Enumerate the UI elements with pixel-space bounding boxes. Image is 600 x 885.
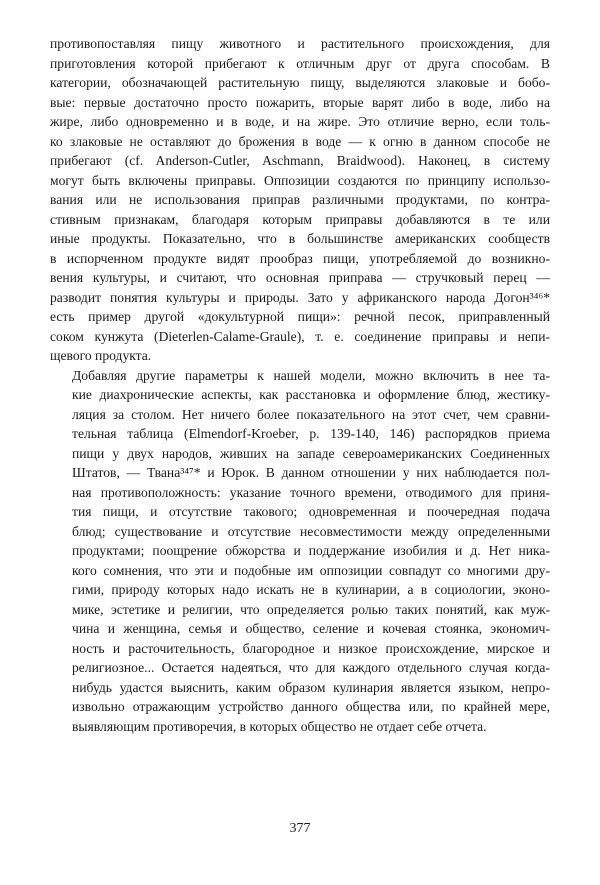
text-line: могут быть включены приправы. Оппозиции создаются по принципу использо- bbox=[50, 172, 550, 188]
text-line: Штатов, — Твана³⁴⁷* и Юрок. В данном отношении у них наблюдается пол- bbox=[72, 465, 550, 480]
text-line: блюд; существование и отсутствие несовместимости между определенными bbox=[72, 523, 550, 539]
text-line: продуктами; поощрение обжорства и поддержание изобилия и д. Нет ника- bbox=[72, 543, 550, 558]
text-line: ко злаковые не оставляют до брожения в воде — к огню в данном способе не bbox=[50, 133, 550, 149]
text-line: тельная таблица (Elmendorf-Kroeber, p. 139-140, 146) распорядков приема bbox=[72, 426, 550, 441]
text-line: есть пример другой «докультурной пищи»: речной песок, приправленный bbox=[50, 309, 550, 324]
text-line: жире, либо одновременно и в воде, и на жире. Это отличие верно, если толь- bbox=[50, 114, 550, 129]
text-line: прибегают (cf. Anderson-Cutler, Aschmann, Braidwood). Наконец, в систему bbox=[50, 153, 550, 168]
text-line: гими, природу которых надо искать не в кулинарии, а в социологии, эконо- bbox=[72, 582, 550, 597]
text-line: вения культуры, и считают, что основная приправа — стручковый перец — bbox=[50, 270, 550, 285]
text-line: противопоставляя пищу животного и растительного происхождения, для bbox=[50, 36, 550, 51]
paragraph-1 bbox=[50, 34, 550, 366]
text-line: категории, обозначающей растительную пищу, выделяются злаковые и бобо- bbox=[50, 75, 550, 90]
text-line: мике, эстетике и религии, что определяется ролью таких понятий, как муж- bbox=[72, 601, 550, 617]
text-line: стивным признакам, благодаря которым приправы добавляются в те или bbox=[50, 211, 550, 227]
text-line: кого сомнения, что эти и подобные им оппозиции совпадут со многими дру- bbox=[72, 562, 550, 578]
text-line: кие диахронические аспекты, как расстановка и оформление блюд, жестику- bbox=[72, 387, 550, 402]
text-line: ная противоположность: указание точного времени, отводимого для приня- bbox=[72, 484, 550, 500]
text-line: Добавляя другие параметры к нашей модели, можно включить в нее та- bbox=[72, 367, 550, 383]
text-line: тия пищи, и отсутствие такового; одновременная и поочередная подача bbox=[72, 504, 550, 519]
text-line: извольно отражающим устройство данного общества или, по крайней мере, bbox=[72, 699, 550, 714]
text-line: пищи у двух народов, живших на западе североамериканских Соединенных bbox=[72, 445, 550, 461]
text-line: разводит понятия культуры и природы. Зато у африканского народа Догон³⁴⁶* bbox=[50, 289, 550, 305]
text-line: ность и расточительность, благородное и низкое происхождение, мирское и bbox=[72, 640, 550, 656]
text-line: соком кунжута (Dieterlen-Calame-Graule), т. е. соединение приправы и непи- bbox=[50, 328, 550, 344]
text-line: ляция за столом. Нет ничего более показательного на этот счет, чем сравни- bbox=[72, 406, 550, 422]
text-line: выявляющим противоречия, в которых общество не отдает себе отчета. bbox=[72, 718, 487, 734]
text-line: религиозное... Остается надеяться, что для каждого отдельного случая когда- bbox=[72, 660, 550, 675]
page-number: 377 bbox=[289, 821, 311, 836]
text-line: приготовления которой прибегают к отличным друг от друга способам. В bbox=[50, 55, 550, 71]
text-line: иные продукты. Показательно, что в большинстве американских сообществ bbox=[50, 231, 550, 246]
text-line: щевого продукта. bbox=[50, 348, 152, 363]
page-body bbox=[50, 34, 550, 849]
text-line: нибудь удастся выяснить, каким образом кулинария является языком, непро- bbox=[72, 679, 550, 695]
paragraph-2 bbox=[50, 366, 550, 737]
text-line: вые: первые достаточно просто пожарить, вторые варят либо в воде, либо на bbox=[50, 94, 550, 110]
text-line: вания или не использования приправ различными продуктами, по контра- bbox=[50, 192, 550, 207]
text-line: в испорченном продукте видят прообраз пищи, употребляемой до возникно- bbox=[50, 250, 550, 266]
text-line: чина и женщина, семья и общество, селение и кочевая стоянка, экономич- bbox=[72, 621, 550, 636]
